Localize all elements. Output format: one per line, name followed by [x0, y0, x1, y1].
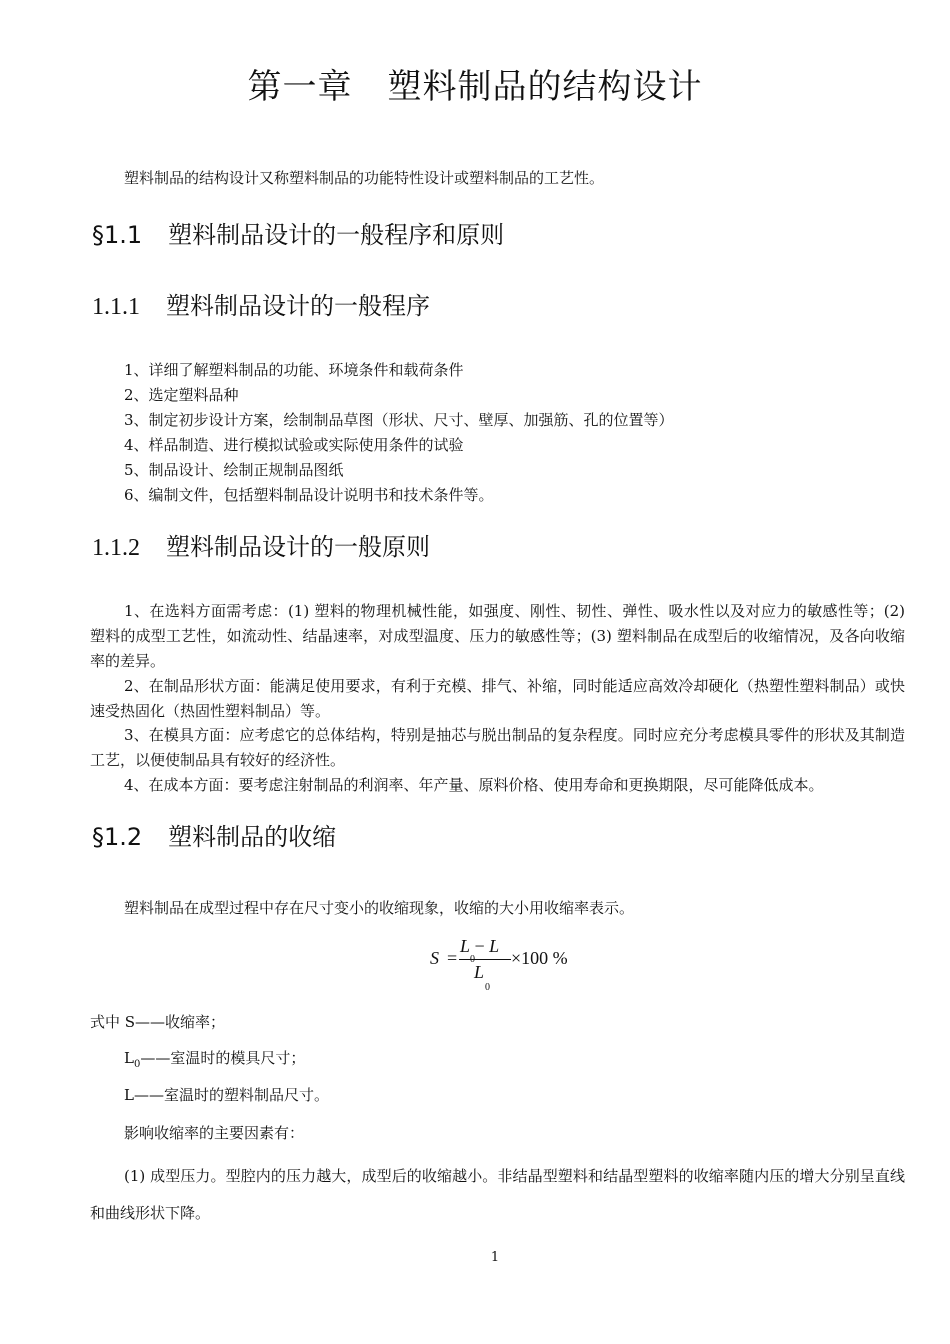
- list-item: 6、编制文件，包括塑料制品设计说明书和技术条件等。: [124, 486, 494, 504]
- section-title: 塑料制品的收缩: [168, 823, 337, 851]
- subsection-heading-1-1-1: [92, 289, 430, 324]
- subsection-title: 塑料制品设计的一般程序: [166, 292, 430, 320]
- fraction-bar: [459, 959, 511, 960]
- subsection-heading-1-1-2: [92, 530, 430, 565]
- chapter-title: 第一章 塑料制品的结构设计: [247, 67, 703, 107]
- section-heading-1-2: [92, 820, 336, 854]
- list-item: 2、选定塑料品种: [124, 386, 239, 404]
- shrinkage-intro: 塑料制品在成型过程中存在尺寸变小的收缩现象，收缩的大小用收缩率表示。: [124, 899, 635, 917]
- section-number: §1.1: [92, 221, 143, 249]
- intro-paragraph: 塑料制品的结构设计又称塑料制品的功能特性设计或塑料制品的工艺性。: [124, 169, 605, 187]
- shrinkage-formula: [430, 936, 630, 996]
- definition-L: L——室温时的塑料制品尺寸。: [124, 1086, 329, 1104]
- section-number: §1.2: [92, 823, 143, 851]
- list-item: 4、样品制造、进行模拟试验或实际使用条件的试验: [124, 436, 464, 454]
- principle-paragraph: 4、在成本方面：要考虑注射制品的利润率、年产量、原料价格、使用寿命和更换期限，尽可能降低成本。: [124, 776, 824, 794]
- page-number: 1: [490, 1250, 500, 1265]
- list-item: 3、制定初步设计方案，绘制制品草图（形状、尺寸、壁厚、加强筋、孔的位置等）: [124, 411, 674, 429]
- subsection-title: 塑料制品设计的一般原则: [166, 533, 430, 561]
- definition-lead: 式中 S——收缩率；: [90, 1013, 226, 1031]
- definition-L0: $L_0——$室温时的模具尺寸；: [124, 1049, 306, 1070]
- principle-paragraph: 2、在制品形状方面：能满足使用要求，有利于充模、排气、补缩，同时能适应高效冷却硬化（热塑性塑料制品）或快速受热固化（热固性塑料制品）等。: [90, 677, 905, 720]
- formula-denominator: L: [474, 962, 485, 982]
- procedure-list: [124, 358, 674, 508]
- formula-lhs: S: [430, 948, 439, 968]
- principle-paragraph: 1、在选料方面需考虑：(1) 塑料的物理机械性能，如强度、刚性、韧性、弹性、吸水性以及对应力的敏感性等；(2) 塑料的成型工艺性，如流动性、结晶速率，对成型温度、压力的敏感性等；(3) 塑料制品在成型后的收缩情况，及各向收缩率的差异。: [90, 602, 905, 670]
- formula-times: ×100 %: [511, 948, 568, 968]
- list-item: 1、详细了解塑料制品的功能、环境条件和载荷条件: [124, 361, 464, 379]
- formula-equals: =: [447, 948, 458, 968]
- subsection-number: 1.1.2: [92, 535, 140, 561]
- principle-paragraph: 3、在模具方面：应考虑它的总体结构，特别是抽芯与脱出制品的复杂程度。同时应充分考虑模具零件的形状及其制造工艺，以便使制品具有较好的经济性。: [90, 726, 905, 769]
- factor-paragraph: (1) 成型压力。型腔内的压力越大，成型后的收缩越小。非结晶型塑料和结晶型塑料的收缩率随内压的增大分别呈直线和曲线形状下降。: [90, 1167, 905, 1222]
- section-heading-1-1: [92, 218, 504, 252]
- subsection-number: 1.1.1: [92, 294, 140, 320]
- formula-numerator: L − L: [460, 936, 500, 956]
- section-title: 塑料制品设计的一般程序和原则: [168, 221, 505, 249]
- formula-subscript: 0: [485, 982, 490, 993]
- factors-intro: 影响收缩率的主要因素有：: [124, 1124, 305, 1142]
- list-item: 5、制品设计、绘制正规制品图纸: [124, 461, 344, 479]
